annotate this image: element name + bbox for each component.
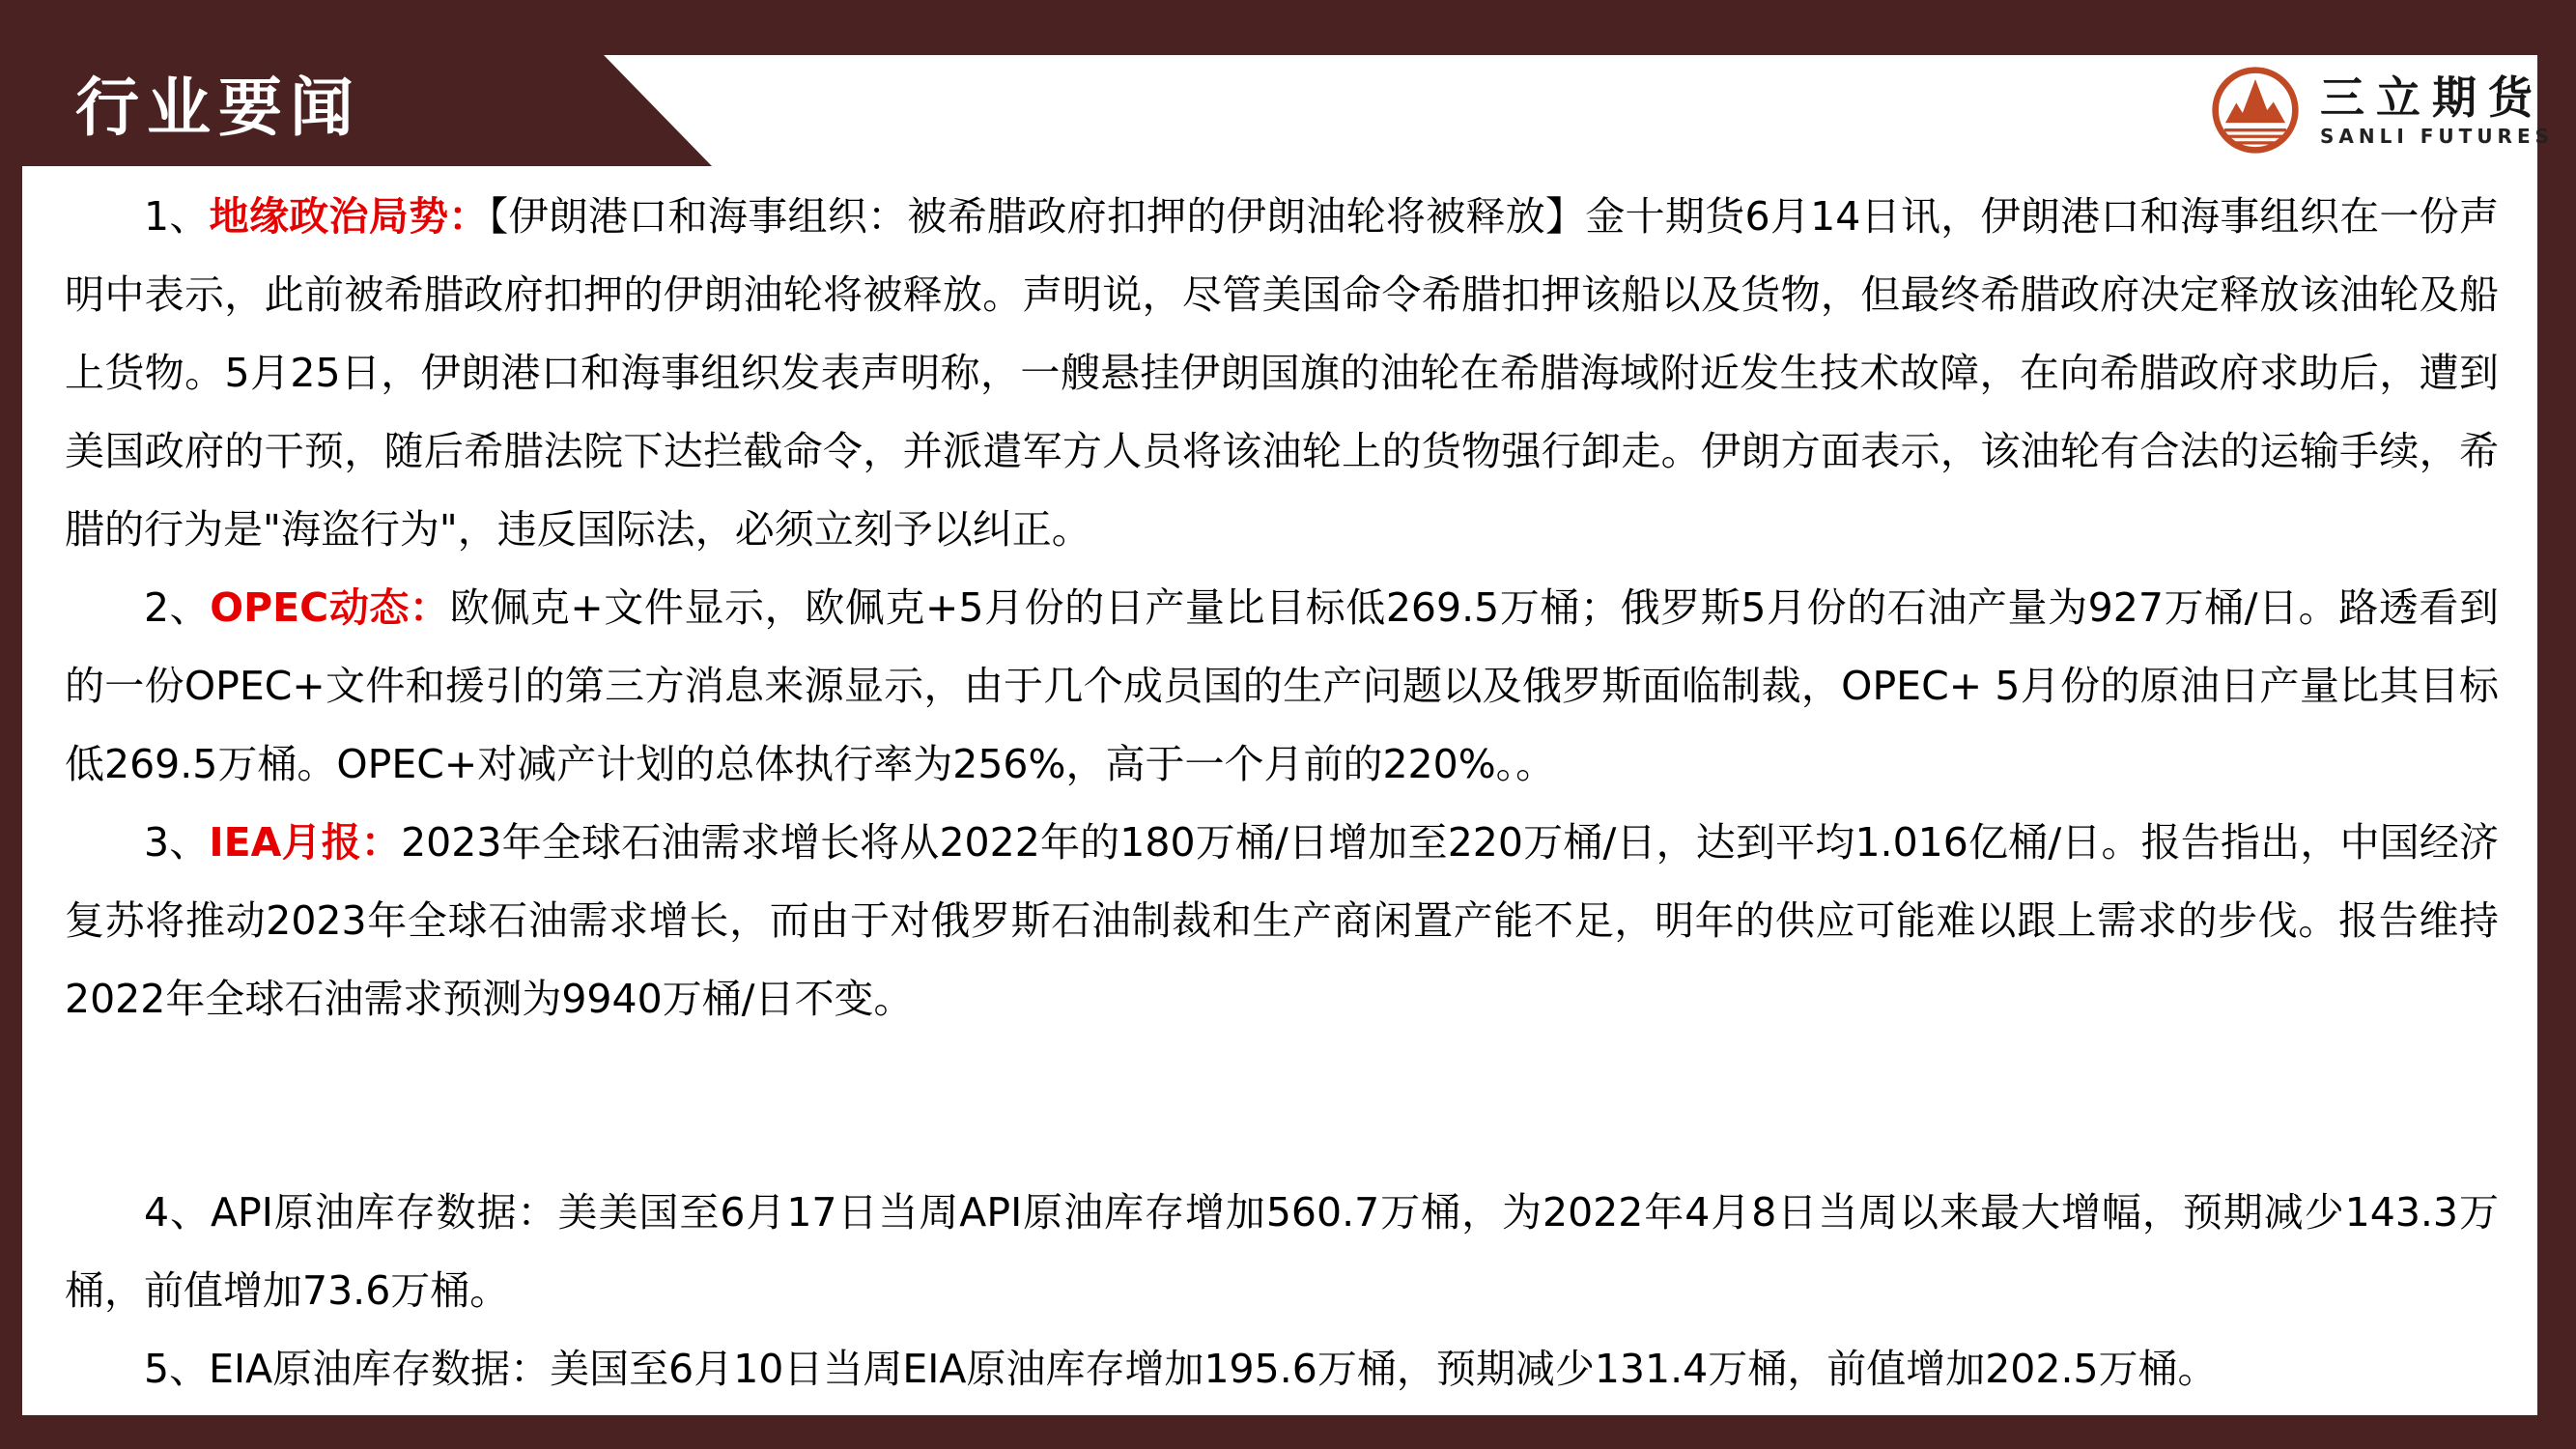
news-item-body: 【伊朗港口和海事组织：被希腊政府扣押的伊朗油轮将被释放】金十期货6月14日讯，伊朗港口和海事组织在一份声明中表示，此前被希腊政府扣押的伊朗油轮将被释放。声明说，尽管美国命令希腊扣押该船以及货物，但最终希腊政府决定释放该油轮及船上货物。5月25日，伊朗港口和海事组织发表声明称，一艘悬挂伊朗国旗的油轮在希腊海域附近发生技术故障，在向希腊政府求助后，遭到美国政府的干预，随后希腊法院下达拦截命令，并派遣军方人员将该油轮上的货物强行卸走。伊朗方面表示，该油轮有合法的运输手续，希腊的行为是"海盗行为"，违反国际法，必须立刻予以纠正。 <box>65 193 2499 553</box>
news-item-body: 美国至6月10日当周EIA原油库存增加195.6万桶，预期减少131.4万桶，前值增加202.5万桶。 <box>550 1346 2218 1392</box>
news-list <box>65 178 2499 1408</box>
mountain-logo-icon <box>2210 65 2301 156</box>
news-item-label: API原油库存数据： <box>211 1189 558 1236</box>
logo-name-cn: 三立期货 <box>2320 71 2544 124</box>
news-item-body: 2023年全球石油需求增长将从2022年的180万桶/日增加至220万桶/日，达到平均1.016亿桶/日。报告指出，中国经济复苏将推动2023年全球石油需求增长，而由于对俄罗斯石油制裁和生产商闲置产能不足，明年的供应可能难以跟上需求的步伐。报告维持2022年全球石油需求预测为9940万桶/日不变。 <box>65 819 2499 1022</box>
news-item-label: 地缘政治局势： <box>209 193 489 240</box>
logo-name-en: SANLI FUTURES <box>2320 125 2555 148</box>
news-item-geopolitics <box>65 178 2499 569</box>
news-item-iea <box>65 804 2499 1038</box>
news-item-label: IEA月报： <box>209 819 402 866</box>
news-item-body: 美美国至6月17日当周API原油库存增加560.7万桶，为2022年4月8日当周以来最大增幅，预期减少143.3万桶，前值增加73.6万桶。 <box>65 1189 2499 1314</box>
news-item-prefix: 1、 <box>144 193 210 240</box>
company-logo <box>2210 60 2554 160</box>
news-item-api <box>65 1174 2499 1330</box>
news-item-eia <box>65 1330 2499 1408</box>
news-item-body: 欧佩克+文件显示，欧佩克+5月份的日产量比目标低269.5万桶；俄罗斯5月份的石油产量为927万桶/日。路透看到的一份OPEC+文件和援引的第三方消息来源显示，由于几个成员国的生产问题以及俄罗斯面临制裁，OPEC+ 5月份的原油日产量比其目标低269.5万桶。OPEC+对减产计划的总体执行率为256%，高于一个月前的220%。。 <box>65 584 2499 787</box>
logo-text <box>2320 71 2554 149</box>
news-item-prefix: 3、 <box>144 819 210 866</box>
news-item-opec <box>65 569 2499 804</box>
news-item-prefix: 2、 <box>144 584 211 631</box>
content-panel <box>22 166 2537 1415</box>
news-item-label: EIA原油库存数据： <box>209 1346 551 1392</box>
news-item-prefix: 4、 <box>144 1189 211 1236</box>
news-item-label: OPEC动态： <box>210 584 450 631</box>
news-item-prefix: 5、 <box>144 1346 210 1392</box>
page-title: 行业要闻 <box>75 71 361 145</box>
